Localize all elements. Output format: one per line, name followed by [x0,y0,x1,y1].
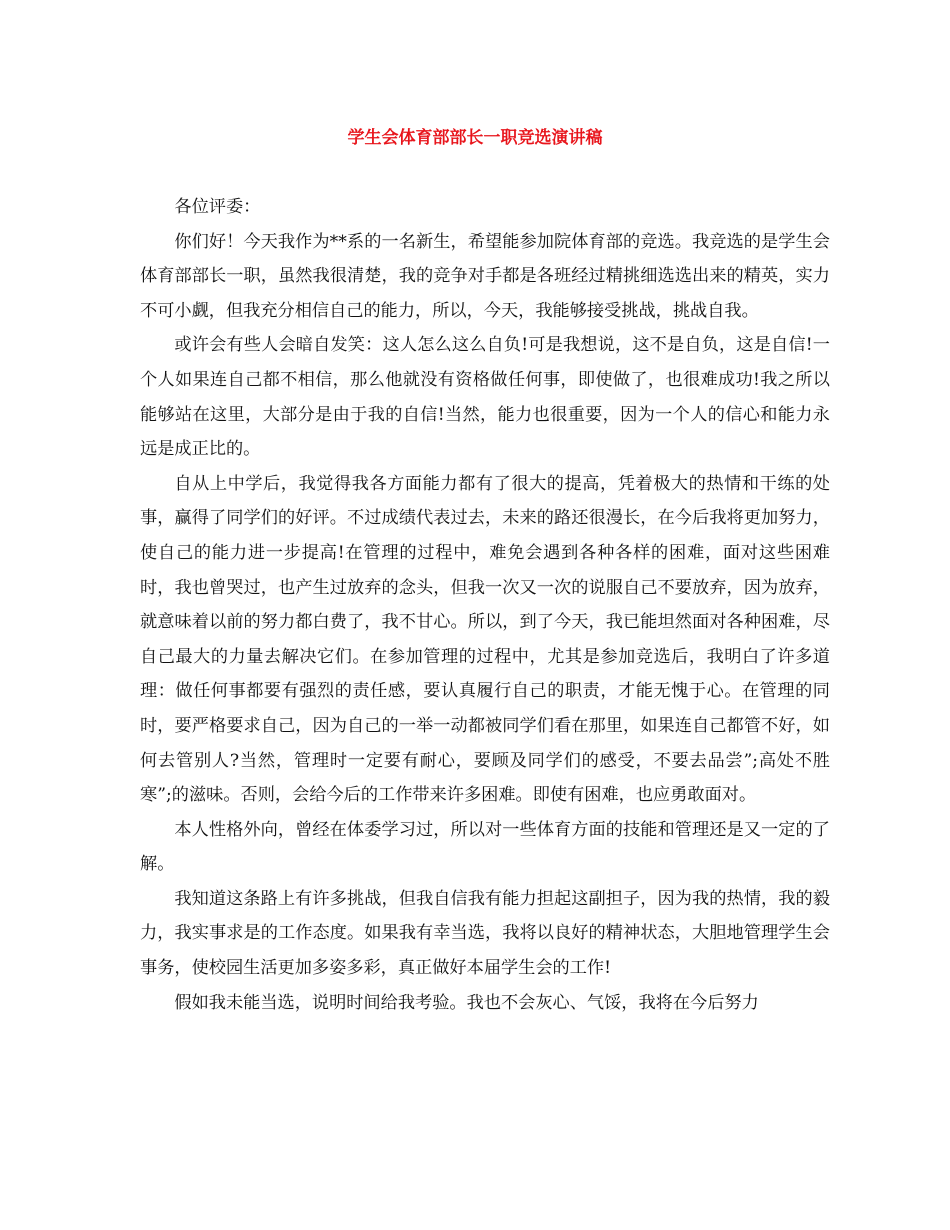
paragraph: 我知道这条路上有许多挑战，但我自信我有能力担起这副担子，因为我的热情，我的毅力，我实事求是的工作态度。如果我有幸当选，我将以良好的精神状态，大胆地管理学生会事务，使校园生活更加多姿多彩，真正做好本届学生会的工作! [140,888,830,979]
document-title: 学生会体育部部长一职竞选演讲稿 [347,128,603,148]
paragraph: 自从上中学后，我觉得我各方面能力都有了很大的提高，凭着极大的热情和干练的处事，赢得了同学们的好评。不过成绩代表过去，未来的路还很漫长，在今后我将更加努力，使自己的能力进一步提高!在管理的过程中，难免会遇到各种各样的困难，面对这些困难时，我也曾哭过，也产生过放弃的念头，但我一次又一次的说服自己不要放弃，因为放弃，就意味着以前的努力都白费了，我不甘心。所以，到了今天，我已能坦然面对各种困难，尽自己最大的力量去解决它们。在参加管理的过程中，尤其是参加竞选后，我明白了许多道理：做任何事都要有强烈的责任感，要认真履行自己的职责，才能无愧于心。在管理的同时，要严格要求自己，因为自己的一举一动都被同学们看在那里，如果连自己都管不好，如何去管别人?当然，管理时一定要有耐心，要顾及同学们的感受，不要去品尝”;高处不胜寒”;的滋味。否则，会给今后的工作带来许多困难。即使有困难，也应勇敢面对。 [140,473,830,806]
paragraph: 假如我未能当选，说明时间给我考验。我也不会灰心、气馁，我将在今后努力 [174,992,759,1013]
paragraph: 或许会有些人会暗自发笑：这人怎么这么自负!可是我想说，这不是自负，这是自信!一个人如果连自己都不相信，那么他就没有资格做任何事，即使做了，也很难成功!我之所以能够站在这里，大部分是由于我的自信!当然，能力也很重要，因为一个人的信心和能力永远是成正比的。 [140,335,830,460]
paragraph: 你们好！今天我作为**系的一名新生，希望能参加院体育部的竞选。我竞选的是学生会体育部部长一职，虽然我很清楚，我的竞争对手都是各班经过精挑细选选出来的精英，实力不可小觑，但我充分相信自己的能力，所以，今天，我能够接受挑战，挑战自我。 [140,231,830,321]
salutation: 各位评委： [174,197,261,217]
paragraph: 本人性格外向，曾经在体委学习过，所以对一些体育方面的技能和管理还是又一定的了解。 [140,819,830,875]
document-body [140,190,830,1020]
